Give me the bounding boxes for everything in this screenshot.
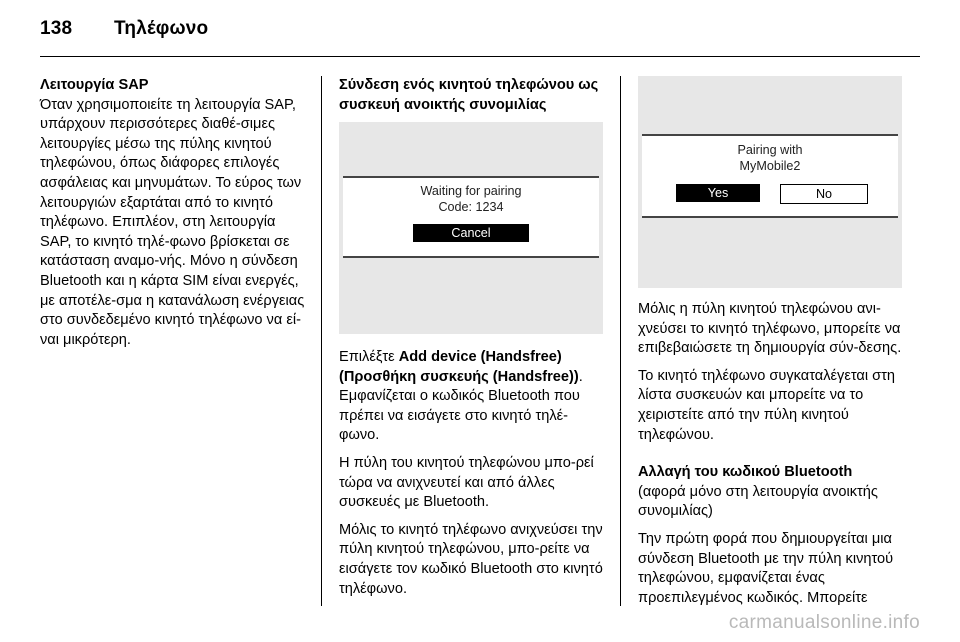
default-code-paragraph: Την πρώτη φορά που δημιουργείται μια σύνδεση Bluetooth με την πύλη κινητού τηλεφώνου, εμφανίζεται ένας προεπιλεγμένος κωδικός. Μπορείτε [638,530,894,606]
confirm-paragraph: Μόλις η πύλη κινητού τηλεφώνου ανι‐χνεύσει το κινητό τηλέφωνο, μπορείτε να επιβεβαιώσετε τη δημιουργία σύν‐δεσης. [638,301,902,357]
device-list-paragraph: Το κινητό τηλέφωνο συγκαταλέγεται στη λίστα συσκευών και μπορείτε να το χειριστείτε από την πύλη κινητού τηλεφώνου. [638,367,896,443]
display-panel [343,176,599,258]
column-confirm [638,300,906,616]
sap-paragraph: Όταν χρησιμοποιείτε τη λειτουργία SAP, υπάρχουν περισσότερες διαθέ‐σιμες λειτουργίες μέσω της πύλης κινητού τηλεφώνου, όπως διάφορες επιλογές ασφάλειας και μηνυμάτων. Το εύρος των λειτουργιών εξαρτάται από το κινητό τηλέφωνο. Επιπλέον, στη λειτουργία SAP, το κινητό τηλέ‐φωνο βρίσκεται σε κατάσταση αναμο‐νής. Μόνο η σύνδεση Bluetooth και η κάρτα SIM είναι ενεργές, με αποτέλε‐σμα η κατανάλωση ενέργειας στο συνδεδεμένο κινητό τηλέφωνο να εί‐ναι μικρότερη. [40,96,305,348]
section-heading-sap: Λειτουργία SAP [40,77,149,93]
column-divider [321,76,322,606]
section-heading-change-code: Αλλαγή του κωδικού Bluetooth [638,464,853,481]
page-number: 138 [40,18,73,39]
yes-button[interactable]: Yes [676,184,760,202]
cancel-button[interactable]: Cancel [413,224,529,242]
pairing-code: Code: 1234 [438,200,504,214]
pairing-instructions [339,348,607,607]
page-header [40,18,208,40]
waiting-text: Waiting for pairing [420,184,522,198]
display-screenshot-pairing [638,76,902,288]
code-displayed-text: Εμφανίζεται ο κωδικός Bluetooth που πρέπει να εισάγετε στο κινητό τηλέ‐φωνο. [339,388,580,444]
column-sap [40,76,308,358]
menu-item-add-device: Add device (Handsfree) (Προσθήκη συσκευής (Handsfree)) [339,349,579,385]
column-pairing [339,76,607,115]
column-divider [620,76,621,606]
select-instruction: Επιλέξτε Add device (Handsfree) (Προσθήκη συσκευής (Handsfree)). Εμφανίζεται ο κωδικός Bluetooth που πρέπει να εισάγετε στο κινητό τηλέ‐φωνο. [339,349,583,444]
enter-code-paragraph: Μόλις το κινητό τηλέφωνο ανιχνεύσει την πύλη κινητού τηλεφώνου, μπο‐ρείτε να εισάγετε τον κωδικό Bluetooth στο κινητό τηλέφωνο. [339,521,603,597]
watermark: carmanualsonline.info [728,612,920,633]
no-button[interactable]: No [780,184,868,204]
display-panel [642,134,898,218]
page-title: Τηλέφωνο [114,18,209,39]
device-name: MyMobile2 [739,159,801,173]
header-rule [40,56,920,57]
section-heading-pairing: Σύνδεση ενός κινητού τηλεφώνου ως συσκευή ανοικτής συνομιλίας [339,77,599,113]
display-screenshot-waiting [339,122,603,334]
handsfree-note: (αφορά μόνο στη λειτουργία ανοικτής συνομιλίας) [638,483,878,520]
pairing-with-text: Pairing with [737,143,803,157]
discoverable-paragraph: Η πύλη του κινητού τηλεφώνου μπο‐ρεί τώρα να ανιχνευτεί και από άλλες συσκευές με Bluetooth. [339,454,594,511]
